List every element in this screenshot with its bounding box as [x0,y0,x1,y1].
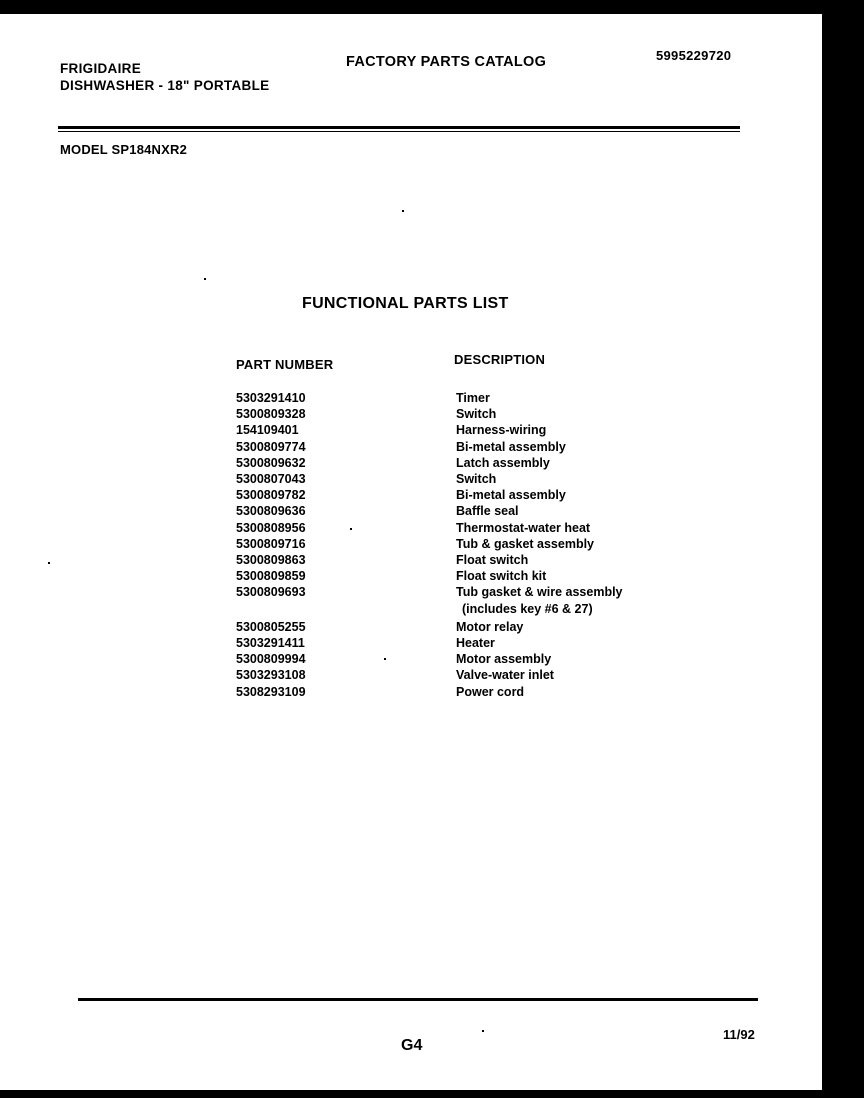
part-number: 5303291410 [236,391,306,405]
part-number: 5300809782 [236,488,306,503]
parts-row [236,635,656,651]
parts-row [236,536,656,552]
parts-list [236,390,656,700]
parts-row [236,584,656,616]
parts-row [236,619,656,635]
part-description: Valve-water inlet [456,668,554,683]
part-description: Baffle seal [456,504,519,519]
parts-row [236,487,656,503]
part-number: 5303291411 [236,636,305,651]
parts-row [236,651,656,667]
print-date: 11/92 [723,1027,755,1042]
parts-row [236,422,656,438]
part-description: Latch assembly [456,455,550,470]
catalog-number: 5995229720 [656,48,732,63]
part-number: 5300807043 [236,472,306,487]
part-description: Harness-wiring [456,423,547,438]
part-number: 5300808956 [236,520,306,535]
part-description: Timer [456,391,490,405]
product-name: DISHWASHER - 18" PORTABLE [60,78,270,93]
header-rule-thin [58,131,740,132]
page-number: G4 [401,1037,423,1054]
part-number: 5308293109 [236,684,306,699]
part-description: Switch [456,407,497,422]
parts-row [236,667,656,683]
part-description: Bi-metal assembly [456,488,566,503]
part-description: Tub & gasket assembly [456,536,595,551]
parts-row [236,568,656,584]
part-number: 154109401 [236,423,299,438]
scan-speck [48,562,50,564]
part-description: Bi-metal assembly [456,439,566,454]
part-number: 5300809859 [236,569,306,584]
part-description: Motor assembly [456,652,552,667]
part-description: Thermostat-water heat [456,520,591,535]
part-number: 5300809693 [236,585,306,600]
parts-row [236,552,656,568]
part-number: 5300809774 [236,439,306,454]
part-description: Tub gasket & wire assembly (includes key #6 & 27) [456,584,656,616]
part-description: Float switch kit [456,569,547,584]
scan-speck [350,528,352,530]
scan-speck [384,658,386,660]
scan-speck [402,210,404,212]
brand-name: FRIGIDAIRE [60,61,142,76]
parts-row [236,406,656,422]
part-number: 5300809328 [236,407,306,422]
model-number: MODEL SP184NXR2 [60,142,188,157]
part-number: 5300805255 [236,619,306,634]
parts-row [236,684,656,700]
parts-row [236,390,656,406]
catalog-title: FACTORY PARTS CATALOG [346,54,547,70]
part-number: 5300809994 [236,652,306,667]
part-description: Motor relay [456,619,524,634]
scan-speck [204,278,206,280]
footer-rule [78,998,758,1001]
parts-row [236,503,656,519]
part-description: Float switch [456,553,529,568]
catalog-page [0,14,822,1090]
part-number: 5300809863 [236,553,306,568]
part-description: Heater [456,636,495,651]
part-number: 5300809716 [236,536,306,551]
part-number: 5303293108 [236,668,306,683]
parts-row [236,520,656,536]
part-description: Power cord [456,684,525,699]
header-left [60,60,269,94]
part-number: 5300809636 [236,504,306,519]
list-title: FUNCTIONAL PARTS LIST [302,295,509,312]
part-description: Switch [456,472,497,487]
parts-row [236,455,656,471]
part-number: 5300809632 [236,455,306,470]
parts-row [236,471,656,487]
scan-speck [482,1030,484,1032]
description-header: DESCRIPTION [454,352,546,367]
part-number-header: PART NUMBER [236,357,334,372]
part-note: (includes key #6 & 27) [462,601,593,616]
header-rule [58,126,740,129]
parts-row [236,439,656,455]
